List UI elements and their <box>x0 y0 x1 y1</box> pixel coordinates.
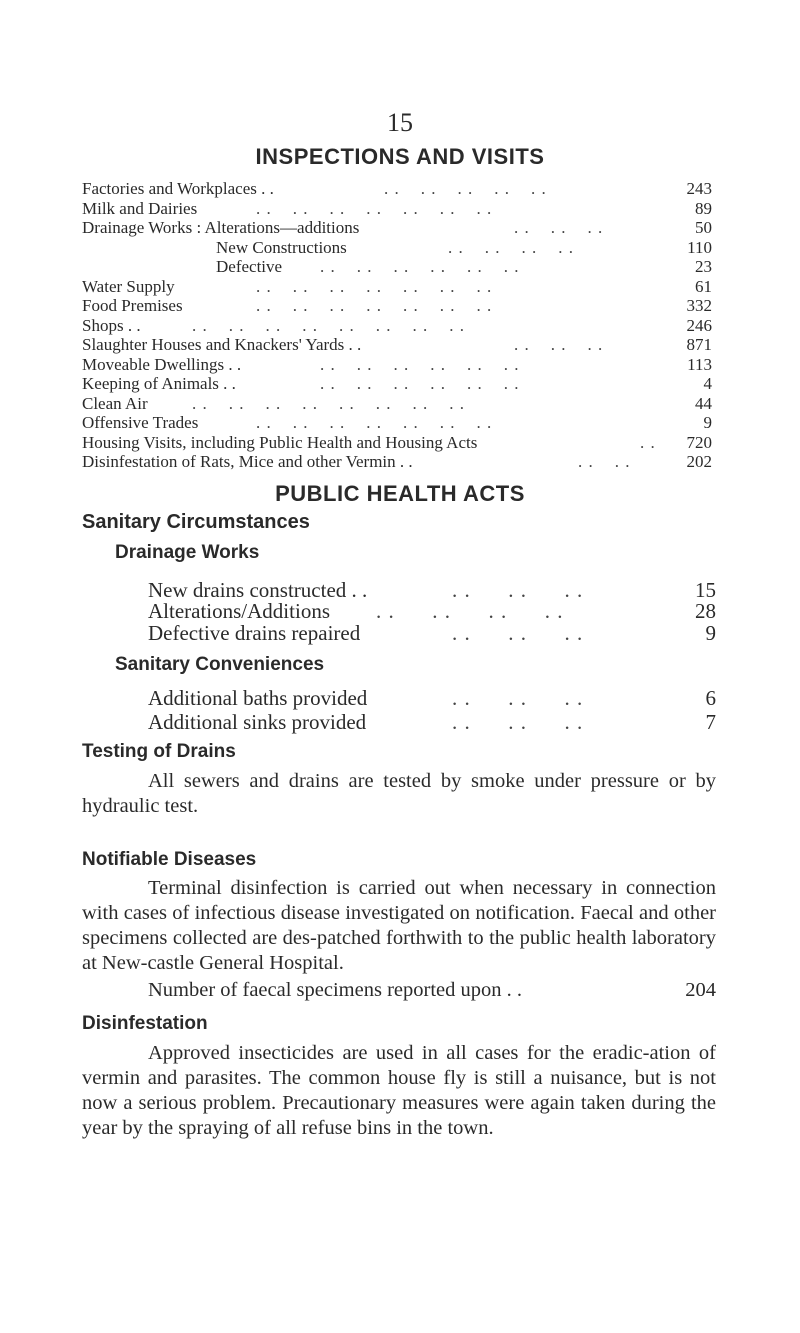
row-value: 202 <box>686 452 712 471</box>
row-label: Additional sinks provided <box>148 710 367 734</box>
row-value: 6 <box>705 686 716 710</box>
row-value: 113 <box>687 354 712 374</box>
table-row: Factories and Workplaces . . . . . . . . . . . . 243 <box>82 179 712 198</box>
table-row: Offensive Trades . . . . . . . . . . . . . . 9 <box>82 413 712 432</box>
inspections-heading: INSPECTIONS AND VISITS <box>255 144 545 169</box>
public-health-heading: PUBLIC HEALTH ACTS <box>275 481 525 506</box>
testing-heading: Testing of Drains <box>82 741 236 762</box>
row-value: 871 <box>686 335 712 354</box>
row-label: Defective <box>216 257 283 276</box>
row-value: 9 <box>703 413 712 432</box>
row-value: 89 <box>695 198 712 218</box>
row-value: 204 <box>685 979 716 1001</box>
row-label: Moveable Dwellings . . <box>82 354 242 374</box>
table-row: Clean Air . . . . . . . . . . . . . . . . 44 <box>82 393 712 413</box>
drainage-row: Defective drains repaired . . . . . . 9 <box>148 621 716 645</box>
testing-paragraph: All sewers and drains are tested by smoke under pressure or by hydraulic test. <box>82 770 716 817</box>
row-value: 9 <box>705 621 716 645</box>
row-label: Water Supply <box>82 276 175 296</box>
inspections-table <box>82 179 712 472</box>
row-label: New Constructions <box>216 237 347 257</box>
table-row: Drainage Works : Alterations—additions . . . . . . 50 <box>82 218 712 237</box>
row-value: 44 <box>695 393 712 413</box>
conveniences-row: Additional baths provided . . . . . . 6 <box>148 686 716 710</box>
row-label: Number of faecal specimens reported upon . . <box>148 979 522 1001</box>
page-number: 15 <box>387 108 413 137</box>
table-row: Moveable Dwellings . . . . . . . . . . . . . . 113 <box>82 354 712 374</box>
conveniences-heading: Sanitary Conveniences <box>115 654 325 675</box>
table-row: Milk and Dairies . . . . . . . . . . . . . . 89 <box>82 198 712 218</box>
drainage-row: Alterations/Additions . . . . . . . . 28 <box>148 599 716 623</box>
row-label: Shops . . <box>82 315 141 335</box>
row-value: 720 <box>686 432 712 452</box>
row-label: Housing Visits, including Public Health and Housing Acts <box>82 432 478 452</box>
sanitary-heading: Sanitary Circumstances <box>82 511 310 533</box>
row-value: 23 <box>695 257 712 276</box>
table-row: Slaughter Houses and Knackers' Yards . . . . . . . . 871 <box>82 335 712 354</box>
conveniences-row: Additional sinks provided . . . . . . 7 <box>148 710 716 734</box>
row-label: New drains constructed . . <box>148 578 368 602</box>
notifiable-heading: Notifiable Diseases <box>82 849 257 870</box>
row-value: 243 <box>686 179 712 198</box>
disinfestation-paragraph: Approved insecticides are used in all cases for the eradic-ation of vermin and parasites. The common house fly is still a nuisance, but is not now a serious problem. Precautionary measures were again taken during the year by the spraying of all refuse bins in the town. <box>82 1042 716 1139</box>
notifiable-paragraph: Terminal disinfection is carried out when necessary in connection with cases of infectious disease investigated on notification. Faecal and other specimens collected are des-patched forthwith to the public health laboratory at New-castle General Hospital. <box>82 877 716 974</box>
row-value: 246 <box>686 315 712 335</box>
drainage-heading: Drainage Works <box>115 542 260 563</box>
disinfestation-heading: Disinfestation <box>82 1013 208 1034</box>
row-value: 7 <box>705 710 716 734</box>
table-row: New Constructions . . . . . . . . 110 <box>216 237 712 257</box>
table-row: Keeping of Animals . . . . . . . . . . . . . . 4 <box>82 374 712 393</box>
row-label: Additional baths provided <box>148 686 368 710</box>
row-label: Disinfestation of Rats, Mice and other Vermin . . <box>82 452 413 471</box>
table-row: Disinfestation of Rats, Mice and other Vermin . . . . . . 202 <box>82 452 712 471</box>
row-label: Offensive Trades <box>82 413 199 432</box>
row-label: Slaughter Houses and Knackers' Yards . . <box>82 335 362 354</box>
drainage-row: New drains constructed . . . . . . . . 15 <box>148 578 716 602</box>
table-row: Food Premises . . . . . . . . . . . . . . 332 <box>82 296 712 315</box>
row-value: 50 <box>695 218 712 237</box>
faecal-specimens-row <box>148 976 716 1004</box>
row-label: Milk and Dairies <box>82 198 198 218</box>
row-value: 110 <box>687 237 712 257</box>
row-value: 4 <box>703 374 712 393</box>
row-label: Factories and Workplaces . . <box>82 179 274 198</box>
row-label: Defective drains repaired <box>148 621 361 645</box>
table-row: Housing Visits, including Public Health and Housing Acts . . 720 <box>82 432 712 452</box>
table-row: Shops . . . . . . . . . . . . . . . . . . 246 <box>82 315 712 335</box>
row-label: Alterations/Additions <box>148 599 330 623</box>
row-value: 15 <box>695 578 716 602</box>
table-row: Defective . . . . . . . . . . . . 23 <box>216 257 712 276</box>
row-label: Food Premises <box>82 296 183 315</box>
row-value: 332 <box>686 296 712 315</box>
row-label: Keeping of Animals . . <box>82 374 236 393</box>
row-value: 61 <box>695 276 712 296</box>
row-value: 28 <box>695 599 716 623</box>
row-label: Clean Air <box>82 393 148 413</box>
table-row: Water Supply . . . . . . . . . . . . . . 61 <box>82 276 712 296</box>
row-label: Drainage Works : Alterations—additions <box>82 218 360 237</box>
